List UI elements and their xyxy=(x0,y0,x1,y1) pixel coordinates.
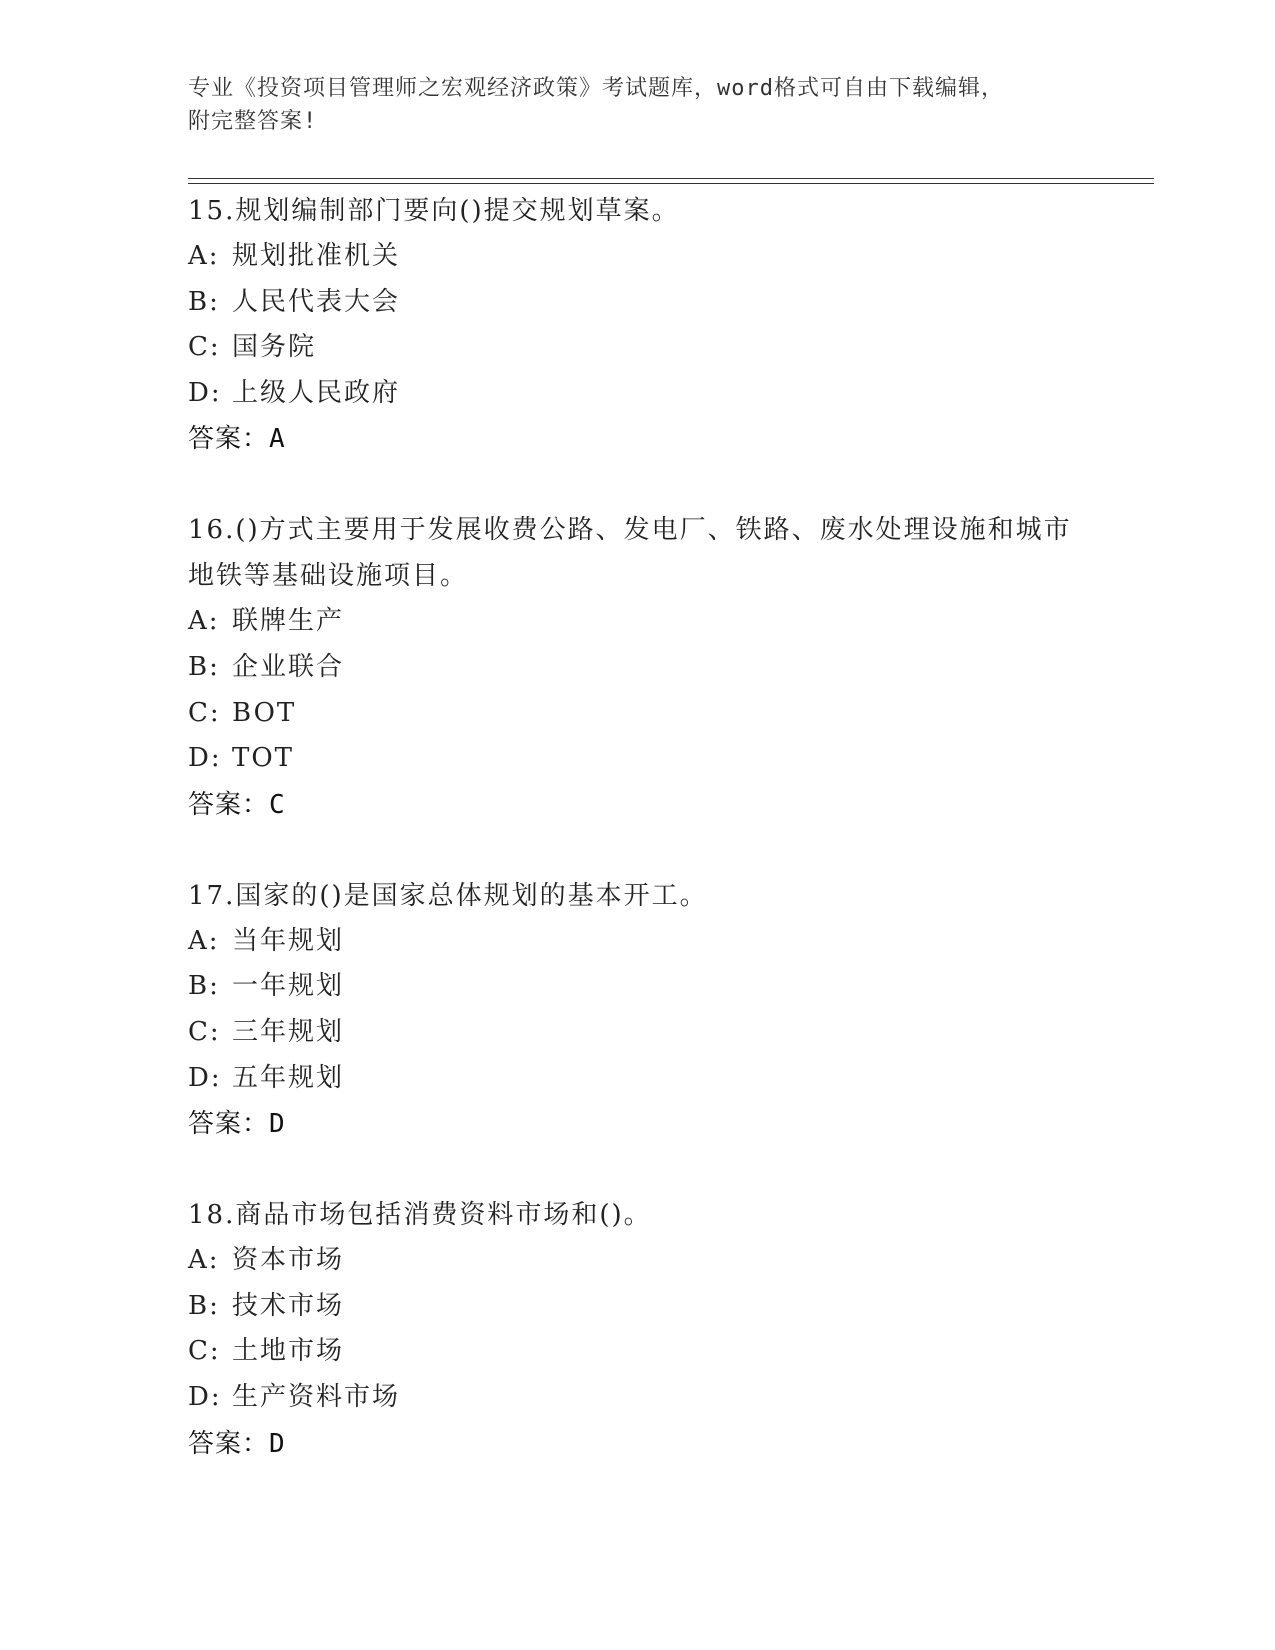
answer-line: 答案：C xyxy=(188,789,286,820)
option-a xyxy=(188,1238,1088,1284)
option-letter: A: xyxy=(188,241,220,271)
header-line-2: 附完整答案! xyxy=(188,109,318,134)
question-18 xyxy=(188,1192,1088,1466)
option-c xyxy=(188,325,1088,371)
option-letter: A: xyxy=(188,606,220,637)
option-text: 企业联合 xyxy=(232,651,345,682)
question-16 xyxy=(188,507,1088,827)
option-a xyxy=(188,919,1088,965)
option-letter: D: xyxy=(188,1062,222,1093)
question-15 xyxy=(188,188,1088,462)
question-stem: 17.国家的()是国家总体规划的基本开工。 xyxy=(188,880,708,911)
option-text: 生产资料市场 xyxy=(232,1381,401,1412)
option-letter: D: xyxy=(188,377,222,408)
header-divider-top xyxy=(188,178,1154,179)
question-17 xyxy=(188,873,1088,1147)
option-c xyxy=(188,1010,1088,1056)
option-text: 当年规划 xyxy=(232,925,345,956)
option-text: 五年规划 xyxy=(232,1062,345,1093)
option-d xyxy=(188,371,1088,417)
option-d xyxy=(188,1056,1088,1102)
option-letter: D: xyxy=(188,743,222,774)
option-c xyxy=(188,691,1088,737)
header-divider-bottom xyxy=(188,183,1154,184)
option-letter: A: xyxy=(188,1245,220,1276)
option-letter: A: xyxy=(188,925,220,956)
option-letter: C: xyxy=(188,332,221,363)
option-b xyxy=(188,645,1088,691)
option-letter: B: xyxy=(188,971,220,1002)
question-stem: 16.()方式主要用于发展收费公路、发电厂、铁路、废水处理设施和城市地铁等基础设施项目。 xyxy=(188,515,1072,592)
option-letter: B: xyxy=(188,1290,220,1321)
question-stem: 18.商品市场包括消费资料市场和()。 xyxy=(188,1200,652,1231)
option-text: 上级人民政府 xyxy=(232,377,401,408)
option-letter: B: xyxy=(188,286,220,317)
option-text: 国务院 xyxy=(232,332,317,363)
option-b xyxy=(188,280,1088,326)
option-letter: C: xyxy=(188,1016,221,1047)
option-d xyxy=(188,1375,1088,1421)
option-letter: C: xyxy=(188,1336,221,1367)
option-letter: C: xyxy=(188,697,221,728)
option-text: TOT xyxy=(232,743,294,774)
answer-line: 答案：A xyxy=(188,424,286,455)
question-stem: 15.规划编制部门要向()提交规划草案。 xyxy=(188,196,680,226)
option-b xyxy=(188,964,1088,1010)
document-header xyxy=(188,72,1088,138)
option-letter: D: xyxy=(188,1381,222,1412)
option-letter: B: xyxy=(188,651,220,682)
option-text: 联牌生产 xyxy=(232,606,345,637)
option-b xyxy=(188,1284,1088,1330)
option-a xyxy=(188,599,1088,645)
option-text: BOT xyxy=(232,697,297,728)
option-text: 技术市场 xyxy=(232,1290,345,1321)
option-text: 规划批准机关 xyxy=(232,241,401,271)
option-text: 人民代表大会 xyxy=(232,286,401,317)
answer-line: 答案：D xyxy=(188,1109,286,1140)
option-text: 资本市场 xyxy=(232,1245,345,1276)
option-text: 三年规划 xyxy=(232,1016,345,1047)
option-a xyxy=(188,234,1088,280)
question-list xyxy=(188,188,1088,1512)
answer-line: 答案：D xyxy=(188,1428,286,1459)
header-line-1: 专业《投资项目管理师之宏观经济政策》考试题库，word格式可自由下载编辑， xyxy=(188,76,1004,101)
option-text: 一年规划 xyxy=(232,971,345,1002)
option-c xyxy=(188,1329,1088,1375)
option-text: 土地市场 xyxy=(232,1336,345,1367)
option-d xyxy=(188,736,1088,782)
